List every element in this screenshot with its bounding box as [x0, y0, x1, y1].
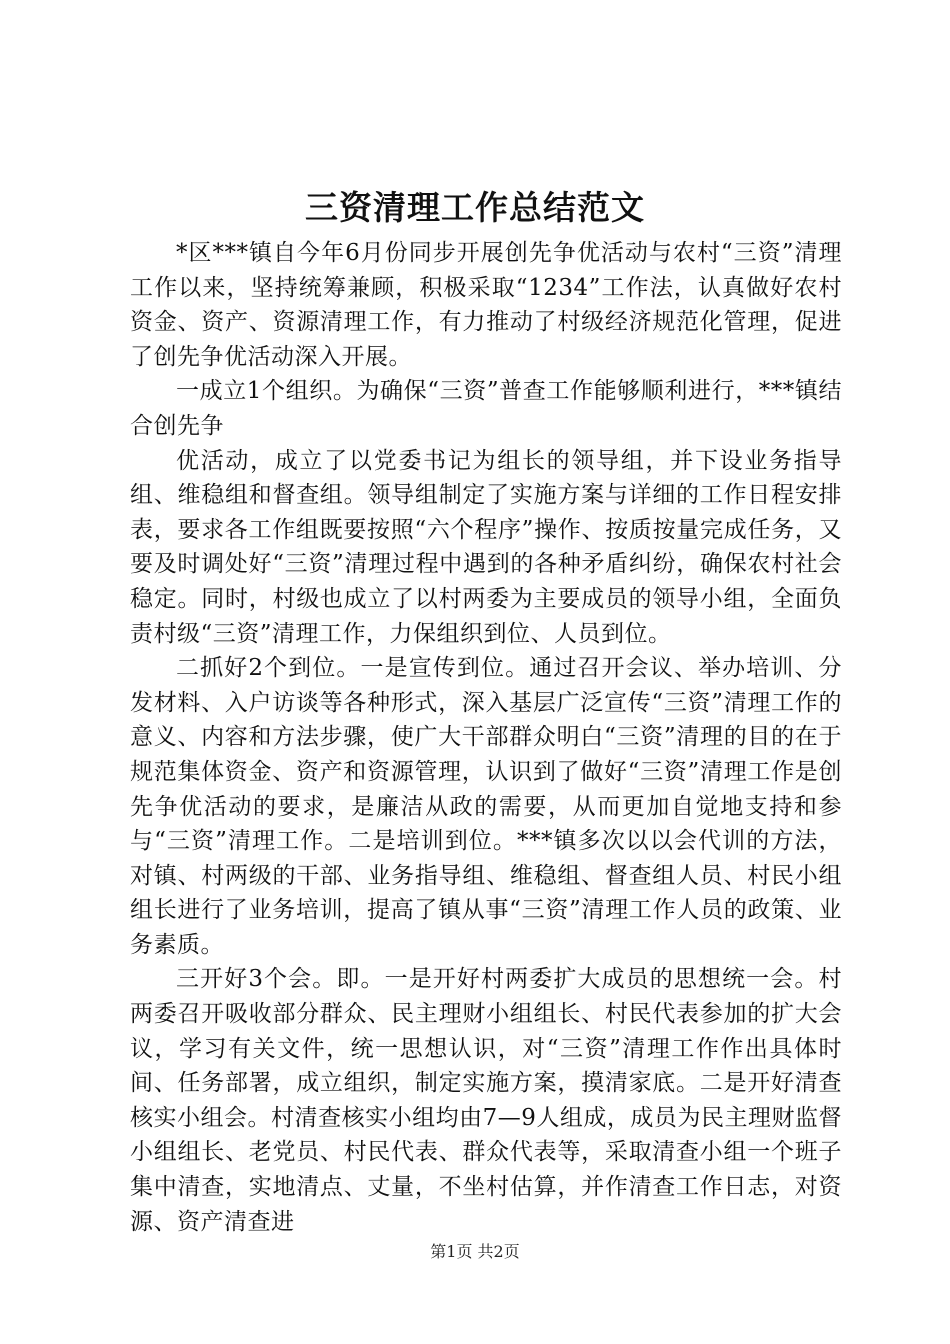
paragraph-section-one-heading: 一成立1个组织。为确保“三资”普查工作能够顺利进行，***镇结合创先争: [130, 378, 842, 439]
paragraph-section-three: 三开好3个会。即。一是开好村两委扩大成员的思想统一会。村两委召开吸收部分群众、民主理财小组组长、村民代表参加的扩大会议，学习有关文件，统一思想认识，对“三资”清理工作作出具体时间、任务部署，成立组织，制定实施方案，摸清家底。二是开好清查核实小组会。村清查核实小组均由7—9人组成，成员为民主理财监督小组组长、老党员、村民代表、群众代表等，采取清查小组一个班子集中清查，实地清点、丈量，不坐村估算，并作清查工作日志，对资源、资产清查进: [130, 966, 842, 1235]
paragraph-section-one-body: 优活动，成立了以党委书记为组长的领导组，并下设业务指导组、维稳组和督查组。领导组制定了实施方案与详细的工作日程安排表，要求各工作组既要按照“六个程序”操作、按质按量完成任务，又要及时调处好“三资”清理过程中遇到的各种矛盾纠纷，确保农村社会稳定。同时，村级也成立了以村两委为主要成员的领导小组，全面负责村级“三资”清理工作，力保组织到位、人员到位。: [130, 447, 842, 647]
document-title: 三资清理工作总结范文: [305, 188, 645, 227]
page-number-footer: 第1页 共2页: [430, 1242, 520, 1261]
paragraph-intro: *区***镇自今年6月份同步开展创先争优活动与农村“三资”清理工作以来，坚持统筹兼顾，积极采取“1234”工作法，认真做好农村资金、资产、资源清理工作，有力推动了村级经济规范化管理，促进了创先争优活动深入开展。: [130, 240, 842, 370]
paragraph-section-two: 二抓好2个到位。一是宣传到位。通过召开会议、举办培训、分发材料、入户访谈等各种形式，深入基层广泛宣传“三资”清理工作的意义、内容和方法步骤，使广大干部群众明白“三资”清理的目的在于规范集体资金、资产和资源管理，认识到了做好“三资”清理工作是创先争优活动的要求，是廉洁从政的需要，从而更加自觉地支持和参与“三资”清理工作。二是培训到位。***镇多次以以会代训的方法，对镇、村两级的干部、业务指导组、维稳组、督查组人员、村民小组组长进行了业务培训，提高了镇从事“三资”清理工作人员的政策、业务素质。: [130, 655, 842, 958]
document-body: [130, 236, 842, 1239]
